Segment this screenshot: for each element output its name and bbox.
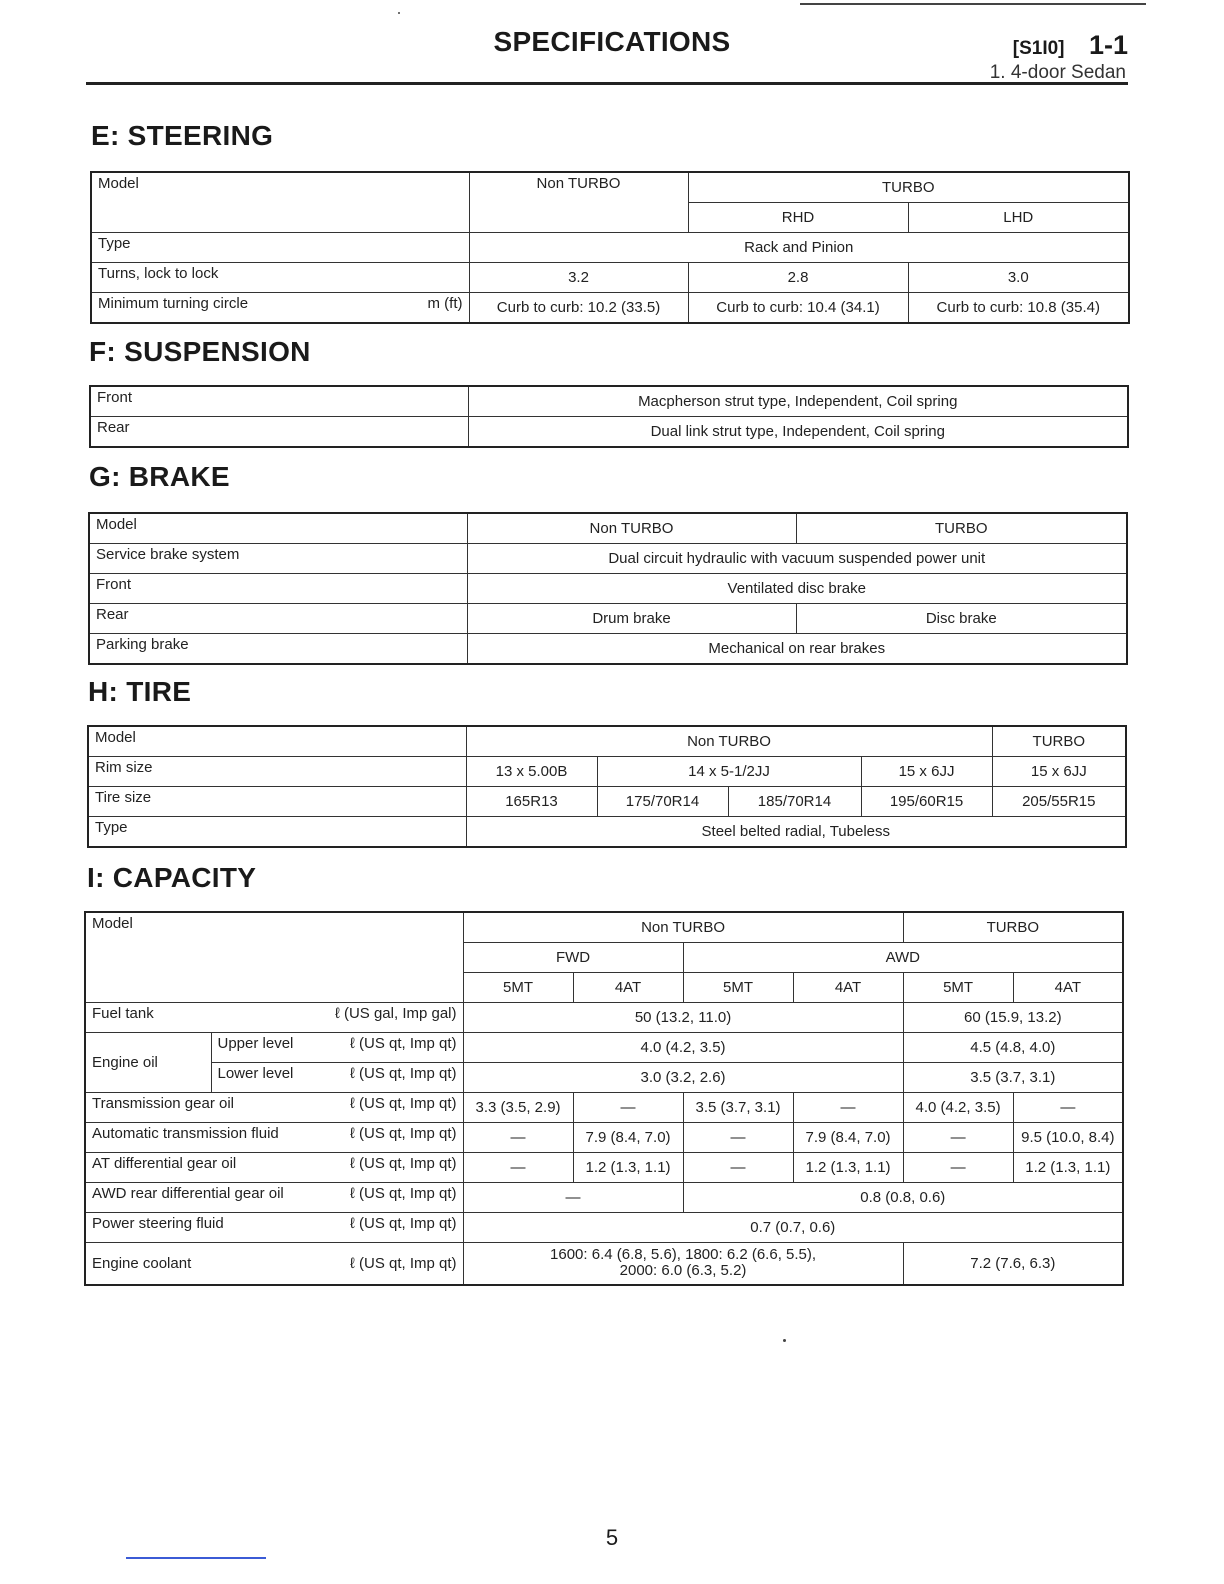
circle-unit: m (ft) [427,295,463,312]
table-cell: 1.2 (1.3, 1.1) [1013,1153,1123,1183]
table-cell: 3.5 (3.7, 3.1) [903,1063,1123,1093]
circle-label [91,293,469,324]
trans-label-text: Transmission gear oil [92,1095,234,1112]
table-cell: 13 x 5.00B [466,757,597,787]
non-turbo-header: Non TURBO [469,172,688,233]
mt-header: 5MT [903,973,1013,1003]
coolant-label-text: Engine coolant [92,1254,192,1272]
table-row [91,293,1129,324]
table-cell: 0.7 (0.7, 0.6) [463,1213,1123,1243]
at-header: 4AT [793,973,903,1003]
non-turbo-header: Non TURBO [466,726,992,757]
qt-unit: ℓ (US qt, Imp qt) [349,1155,457,1172]
type-label: Type [91,233,469,263]
model-label: Model [91,172,469,233]
scan-speck [398,12,400,14]
table-cell: 1.2 (1.3, 1.1) [793,1153,903,1183]
model-label: Model [88,726,466,757]
non-turbo-header: Non TURBO [467,513,796,544]
table-cell: — [463,1153,573,1183]
table-cell: — [683,1123,793,1153]
ps-label [85,1213,463,1243]
table-cell: 4.5 (4.8, 4.0) [903,1033,1123,1063]
parking-label: Parking brake [89,634,467,665]
fuel-unit: ℓ (US gal, Imp gal) [334,1005,457,1022]
table-cell: 3.5 (3.7, 3.1) [683,1093,793,1123]
capacity-heading: I: CAPACITY [87,862,257,893]
front-label: Front [89,574,467,604]
rear-turbo: Disc brake [796,604,1127,634]
table-cell: 9.5 (10.0, 8.4) [1013,1123,1123,1153]
service-value: Dual circuit hydraulic with vacuum suspended power unit [467,544,1127,574]
mt-header: 5MT [463,973,573,1003]
rear-label: Rear [90,417,468,448]
page-subtitle: 1. 4-door Sedan [989,62,1126,83]
page-ref: 1-1 [1088,30,1128,60]
model-label: Model [85,912,463,1003]
table-cell: 60 (15.9, 13.2) [903,1003,1123,1033]
table-cell: 175/70R14 [597,787,728,817]
table-row [89,634,1127,665]
upper-level-text: Upper level [217,1035,294,1052]
table-cell: 0.8 (0.8, 0.6) [683,1183,1123,1213]
suspension-table [89,385,1129,448]
header-rule [86,82,1128,85]
front-value: Ventilated disc brake [467,574,1127,604]
table-cell: — [683,1153,793,1183]
steering-heading: E: STEERING [91,120,274,151]
table-cell: 2.8 [688,263,908,293]
table-cell: 3.0 [908,263,1129,293]
table-cell: — [903,1153,1013,1183]
table-cell: 15 x 6JJ [861,757,992,787]
table-cell: 15 x 6JJ [992,757,1126,787]
table-cell: 4.0 (4.2, 3.5) [463,1033,903,1063]
ps-label-text: Power steering fluid [92,1215,224,1232]
table-cell: 1.2 (1.3, 1.1) [573,1153,683,1183]
qt-unit: ℓ (US qt, Imp qt) [349,1065,457,1082]
table-row [88,817,1126,848]
table-cell: 14 x 5-1/2JJ [597,757,861,787]
table-cell: 4.0 (4.2, 3.5) [903,1093,1013,1123]
awd-header: AWD [683,943,1123,973]
lower-level-text: Lower level [217,1065,294,1082]
qt-unit: ℓ (US qt, Imp qt) [349,1035,457,1052]
fuel-label [85,1003,463,1033]
tire-size-label: Tire size [88,787,466,817]
qt-unit: ℓ (US qt, Imp qt) [349,1215,457,1232]
table-cell: 3.2 [469,263,688,293]
coolant-turbo: 7.2 (7.6, 6.3) [903,1243,1123,1285]
table-row [89,544,1127,574]
tire-table [87,725,1127,848]
turbo-header: TURBO [992,726,1126,757]
atdiff-label [85,1153,463,1183]
table-row [85,1243,1123,1285]
engine-oil-label: Engine oil [85,1033,211,1093]
circle-label-text: Minimum turning circle [98,295,249,312]
rhd-header: RHD [688,203,908,233]
table-row [89,574,1127,604]
table-cell: — [1013,1093,1123,1123]
at-header: 4AT [1013,973,1123,1003]
lhd-header: LHD [908,203,1129,233]
section-code: [S1I0] [1012,38,1065,59]
table-cell: 185/70R14 [728,787,861,817]
front-label: Front [90,386,468,417]
table-row [85,1093,1123,1123]
coolant-label [85,1243,463,1285]
trans-label [85,1093,463,1123]
fuel-label-text: Fuel tank [92,1005,154,1022]
qt-unit: ℓ (US qt, Imp qt) [349,1125,457,1142]
type-value: Rack and Pinion [469,233,1129,263]
page-title: SPECIFICATIONS [493,26,731,57]
table-row [85,912,1123,943]
table-cell: Curb to curb: 10.8 (35.4) [908,293,1129,324]
table-row [89,604,1127,634]
tire-heading: H: TIRE [88,676,192,707]
table-cell: 165R13 [466,787,597,817]
table-row [88,726,1126,757]
parking-value: Mechanical on rear brakes [467,634,1127,665]
fwd-header: FWD [463,943,683,973]
type-value: Steel belted radial, Tubeless [466,817,1126,848]
table-cell: 3.3 (3.5, 2.9) [463,1093,573,1123]
coolant-non-turbo [463,1243,903,1285]
turbo-header: TURBO [688,172,1129,203]
top-edge-rule [800,3,1146,5]
table-cell: 3.0 (3.2, 2.6) [463,1063,903,1093]
rim-label: Rim size [88,757,466,787]
turns-label: Turns, lock to lock [91,263,469,293]
table-row [89,513,1127,544]
table-cell: 7.9 (8.4, 7.0) [573,1123,683,1153]
service-label: Service brake system [89,544,467,574]
atf-label-text: Automatic transmission fluid [92,1125,279,1142]
brake-heading: G: BRAKE [89,461,230,492]
table-cell: Curb to curb: 10.2 (33.5) [469,293,688,324]
table-cell: — [903,1123,1013,1153]
coolant-line-2: 2000: 6.0 (6.3, 5.2) [619,1262,747,1280]
suspension-heading: F: SUSPENSION [89,336,311,367]
table-row [90,386,1128,417]
table-row [85,1123,1123,1153]
awdrear-label [85,1183,463,1213]
steering-table [90,171,1130,324]
turbo-header: TURBO [903,912,1123,943]
brake-table [88,512,1128,665]
table-row [88,787,1126,817]
atf-label [85,1123,463,1153]
table-row [85,1153,1123,1183]
table-row [91,233,1129,263]
scan-speck [783,1339,786,1342]
awdrear-label-text: AWD rear differential gear oil [92,1185,284,1202]
capacity-table [84,911,1124,1286]
qt-unit: ℓ (US qt, Imp qt) [349,1254,457,1272]
table-cell: Curb to curb: 10.4 (34.1) [688,293,908,324]
page-number: 5 [605,1525,619,1550]
rear-value: Dual link strut type, Independent, Coil spring [468,417,1128,448]
table-row [91,172,1129,203]
table-cell: 50 (13.2, 11.0) [463,1003,903,1033]
table-row [85,1033,1123,1063]
header-page-ref [1013,30,1128,61]
atdiff-label-text: AT differential gear oil [92,1155,237,1172]
table-cell: 205/55R15 [992,787,1126,817]
front-value: Macpherson strut type, Independent, Coil spring [468,386,1128,417]
model-label: Model [89,513,467,544]
table-row [85,1213,1123,1243]
table-row [85,1003,1123,1033]
mt-header: 5MT [683,973,793,1003]
type-label: Type [88,817,466,848]
non-turbo-header: Non TURBO [463,912,903,943]
turbo-header: TURBO [796,513,1127,544]
table-cell: — [463,1183,683,1213]
lower-level-label [211,1063,463,1093]
table-row [90,417,1128,448]
rear-label: Rear [89,604,467,634]
table-cell: 195/60R15 [861,787,992,817]
table-cell: — [793,1093,903,1123]
table-cell: — [463,1123,573,1153]
table-cell: — [573,1093,683,1123]
upper-level-label [211,1033,463,1063]
rear-non-turbo: Drum brake [467,604,796,634]
coolant-line-1: 1600: 6.4 (6.8, 5.6), 1800: 6.2 (6.6, 5.5), [550,1246,817,1264]
table-row [91,263,1129,293]
at-header: 4AT [573,973,683,1003]
qt-unit: ℓ (US qt, Imp qt) [349,1185,457,1202]
qt-unit: ℓ (US qt, Imp qt) [349,1095,457,1112]
scan-blue-line [126,1557,266,1559]
table-row [85,1063,1123,1093]
table-cell: 7.9 (8.4, 7.0) [793,1123,903,1153]
table-row [88,757,1126,787]
table-row [85,1183,1123,1213]
